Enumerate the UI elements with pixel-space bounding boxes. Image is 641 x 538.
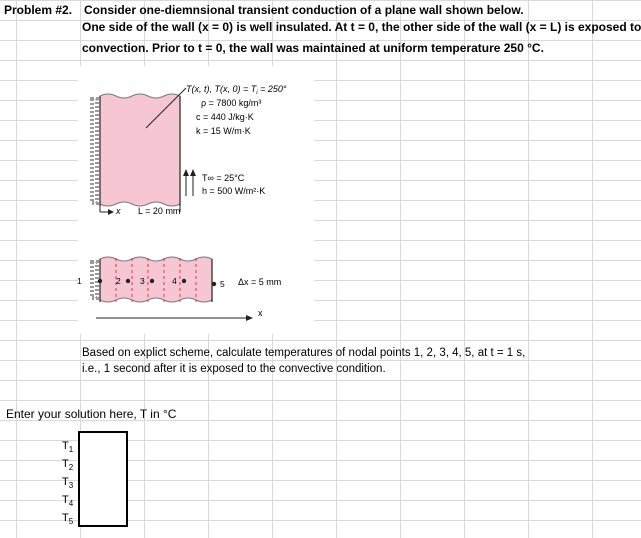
problem-statement-line3: convection. Prior to t = 0, the wall was maintained at uniform temperature 250 °C. — [82, 41, 544, 55]
conductivity-label: k = 15 W/m·K — [196, 126, 251, 136]
t3-sub: 3 — [68, 481, 74, 491]
t4-input[interactable] — [80, 488, 126, 506]
instruction-line2: i.e., 1 second after it is exposed to the convective condition. — [82, 363, 386, 375]
node-label: 1 — [77, 276, 82, 286]
node-label: 5 — [220, 279, 225, 289]
insulation-bottom-icon — [92, 262, 97, 298]
convection-arrows-icon — [183, 169, 196, 196]
t2-input[interactable] — [80, 452, 126, 470]
t2-sub: 2 — [68, 463, 74, 473]
wall-diagram — [78, 66, 314, 334]
node-3-icon — [150, 279, 154, 283]
t1-input[interactable] — [80, 434, 126, 452]
t1-label: $T_1$ — [62, 440, 74, 455]
t5-label: $T_5$ — [62, 512, 74, 527]
answer-box — [78, 431, 128, 527]
t5-sub: 5 — [68, 517, 74, 527]
node-label: 2 — [116, 276, 121, 286]
t-inf-label: T∞ = 25°C — [202, 173, 245, 183]
temp-label: T(x, t), T(x, $0) = T_i = 250^\circ$ — [186, 84, 287, 96]
wall-figure[interactable] — [78, 66, 314, 334]
node-5-icon — [212, 282, 216, 286]
x-axis2-label: x — [258, 308, 263, 318]
t3-label: $T_3$ — [62, 476, 74, 491]
length-label: L = 20 mm — [138, 206, 181, 216]
node-label: 4 — [172, 276, 177, 286]
specific-heat-label: c = 440 J/kg·K — [196, 112, 254, 122]
problem-label: Problem #2. — [4, 3, 73, 17]
h-coeff-label: h = 500 W/m²·K — [202, 186, 266, 196]
t3-input[interactable] — [80, 470, 126, 488]
node-2-icon — [126, 279, 130, 283]
problem-statement-line1: Consider one-diemnsional transient conduction of a plane wall shown below. — [84, 3, 524, 17]
t2-label: $T_2$ — [62, 458, 74, 473]
density-label: ρ = 7800 kg/m³ — [201, 98, 262, 108]
insulation-top-icon — [92, 99, 97, 203]
instruction-line1: Based on explict scheme, calculate temperatures of nodal points 1, 2, 3, 4, 5, at t = 1 s, — [82, 347, 526, 359]
node-label: 3 — [140, 276, 145, 286]
node-4-icon — [182, 279, 186, 283]
entry-label: Enter your solution here, T in °C — [6, 407, 177, 421]
wall-shape-top — [100, 94, 180, 206]
node-1-icon — [98, 279, 102, 283]
dx-label: Δx = 5 mm — [238, 277, 282, 287]
t5-input[interactable] — [80, 506, 126, 524]
problem-statement-line2: One side of the wall (x = 0) is well insulated. At t = 0, the other side of the wall (x = L) is exposed to — [82, 20, 641, 34]
t4-label: $T_4$ — [62, 494, 74, 509]
t1-sub: 1 — [68, 445, 74, 455]
t4-sub: 4 — [68, 499, 74, 509]
x-axis-label: x — [116, 206, 121, 216]
